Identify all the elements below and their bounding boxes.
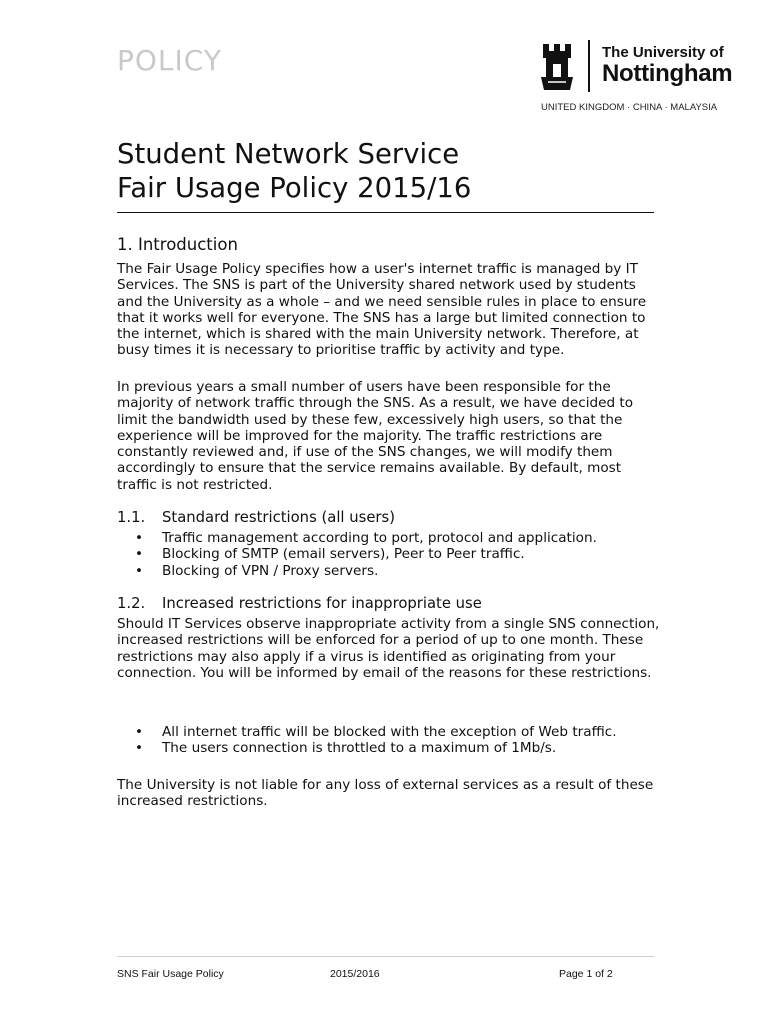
bullet-icon: • [135,546,144,563]
section-heading-introduction: 1. Introduction [117,235,238,254]
footer-document-name: SNS Fair Usage Policy [117,968,224,980]
title-line-2: Fair Usage Policy 2015/16 [117,172,472,204]
subsection-heading-increased-restrictions [117,595,482,612]
footer-page-number: Page 1 of 2 [559,968,613,980]
subsection-heading-standard-restrictions [117,509,395,526]
footer-year: 2015/2016 [330,968,380,980]
university-logo [540,40,740,118]
logo-tagline: UNITED KINGDOM · CHINA · MALAYSIA [541,102,718,113]
bullet-icon: • [135,740,144,757]
policy-label: POLICY [117,44,222,77]
logo-divider [588,40,590,92]
increased-restrictions-list [135,724,655,757]
list-item-text: Traffic management according to port, protocol and application. [162,530,597,546]
list-item-text: Blocking of SMTP (email servers), Peer to Peer traffic. [162,546,525,563]
title-line-1: Student Network Service [117,138,460,170]
logo-text-line2: Nottingham [602,60,733,87]
title-underline [117,212,654,213]
list-item-text: Blocking of VPN / Proxy servers. [162,562,379,579]
standard-restrictions-list [135,530,655,579]
intro-paragraph-1: The Fair Usage Policy specifies how a user's internet traffic is managed by IT Services. The SNS is part of the University shared network used by students and the University as a whole – and we need sensible rules in place to ensure that it works well for everyone. The SNS has a large but limited connection to the internet, which is shared with the main University network. Therefore, at busy times it is necessary to prioritise traffic by activity and type. [117,261,647,359]
footer-rule [117,956,654,957]
subsection-number: 1.1. [117,509,146,526]
subsection-number: 1.2. [117,595,146,612]
list-item [135,530,655,546]
document-title [117,137,471,205]
list-item-text: The users connection is throttled to a maximum of 1Mb/s. [162,740,557,757]
list-item-text: All internet traffic will be blocked with the exception of Web traffic. [162,724,617,740]
bullet-icon: • [135,530,144,546]
list-item [135,546,655,562]
liability-paragraph: The University is not liable for any loss of external services as a result of these increased restrictions. [117,777,654,810]
list-item [135,563,655,579]
bullet-icon: • [135,724,144,740]
list-item [135,724,655,740]
bullet-icon: • [135,562,144,579]
logo-text-line1: The University of [602,44,724,61]
intro-paragraph-2: In previous years a small number of users have been responsible for the majority of network traffic through the SNS. As a result, we have decided to limit the bandwidth used by these few, excessively high users, so that the experience will be improved for the majority. The traffic restrictions are constantly reviewed and, if use of the SNS changes, we will modify them accordingly to ensure that the service remains available. By default, most traffic is not restricted. [117,379,634,493]
subsection-title: Increased restrictions for inappropriate use [162,595,482,612]
castle-crest-icon [540,42,574,92]
list-item [135,740,655,756]
subsection-title: Standard restrictions (all users) [162,509,396,526]
increased-restrictions-paragraph: Should IT Services observe inappropriate activity from a single SNS connection, increased restrictions will be enforced for a period of up to one month. These restrictions may also apply if a virus is identified as originating from your connection. You will be informed by email of the reasons for these restrictions. [117,616,660,681]
